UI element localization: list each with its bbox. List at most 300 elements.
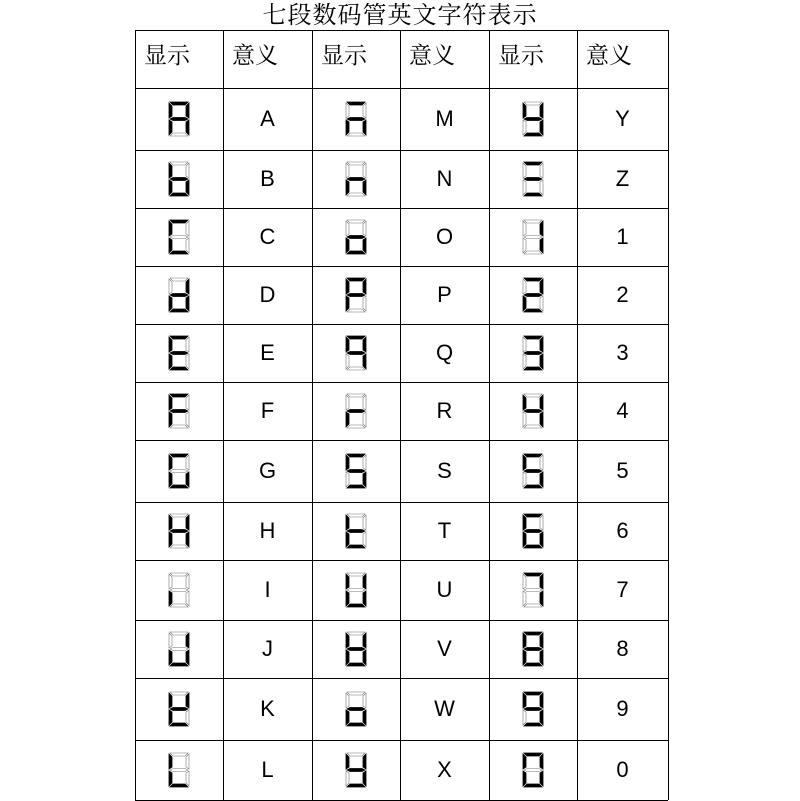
segment-a [170, 692, 188, 695]
segment-d [524, 485, 542, 488]
segment-g [347, 769, 365, 772]
meaning-cell: K [260, 696, 275, 721]
segment-f [169, 163, 172, 178]
segment-g [170, 648, 188, 651]
segment-f [523, 279, 526, 294]
display-cell [135, 266, 223, 324]
segment-d [347, 604, 365, 607]
meaning-cell: A [260, 106, 275, 131]
segment-b [186, 574, 189, 589]
seven-segment-glyph-icon [168, 161, 190, 197]
segment-f [346, 103, 349, 118]
display-cell [489, 502, 577, 560]
display-cell [489, 266, 577, 324]
meaning-cell: 3 [616, 340, 629, 365]
segment-e [346, 771, 349, 786]
segment-g [524, 470, 542, 473]
segment-c [540, 710, 543, 725]
seven-segment-glyph-icon [168, 453, 190, 489]
meaning-cell: P [437, 282, 452, 307]
seven-segment-glyph-icon [345, 691, 367, 727]
segment-a [170, 162, 188, 165]
segment-d [524, 367, 542, 370]
segment-c [363, 472, 366, 487]
display-cell [312, 440, 400, 502]
segment-f [169, 337, 172, 352]
seven-segment-glyph-icon [522, 453, 544, 489]
segment-a [524, 573, 542, 576]
segment-a [347, 394, 365, 397]
header-display: 显示 [321, 43, 367, 69]
meaning-cell: G [258, 458, 277, 483]
segment-b [186, 395, 189, 410]
segment-e [523, 412, 526, 427]
segment-d [170, 604, 188, 607]
segment-e [346, 650, 349, 665]
meaning-cell: Z [615, 166, 630, 191]
seven-segment-glyph-icon [522, 335, 544, 371]
segment-g [347, 589, 365, 592]
segment-d [347, 425, 365, 428]
segment-d [524, 545, 542, 548]
segment-a [524, 454, 542, 457]
meaning-cell: H [259, 518, 276, 543]
segment-d [524, 604, 542, 607]
display-cell [489, 324, 577, 382]
segment-d [170, 367, 188, 370]
display-cell [489, 678, 577, 740]
segment-f [346, 337, 349, 352]
segment-d [524, 663, 542, 666]
segment-c [186, 180, 189, 195]
segment-e [523, 771, 526, 786]
segment-b [363, 103, 366, 118]
meaning-cell: R [436, 398, 453, 423]
seven-segment-glyph-icon [345, 335, 367, 371]
seven-segment-glyph-icon [168, 101, 190, 137]
seven-segment-glyph-icon [168, 393, 190, 429]
segment-g [347, 470, 365, 473]
seven-segment-glyph-icon [522, 101, 544, 137]
segment-d [347, 309, 365, 312]
segment-e [169, 412, 172, 427]
segment-b [186, 337, 189, 352]
segment-a [347, 102, 365, 105]
segment-f [346, 395, 349, 410]
segment-e [523, 472, 526, 487]
seven-segment-glyph-icon [522, 752, 544, 788]
segment-c [363, 591, 366, 606]
segment-d [347, 133, 365, 136]
segment-e [169, 532, 172, 547]
segment-c [186, 650, 189, 665]
segment-f [346, 693, 349, 708]
display-cell [312, 324, 400, 382]
display-cell [312, 560, 400, 620]
display-cell [489, 740, 577, 800]
segment-g [524, 118, 542, 121]
segment-b [363, 574, 366, 589]
segment-c [363, 296, 366, 311]
segment-e [523, 120, 526, 135]
segment-e [169, 591, 172, 606]
display-cell [135, 324, 223, 382]
meaning-cell: 1 [616, 224, 629, 249]
meaning-cell: 0 [616, 757, 629, 782]
segment-e [346, 354, 349, 369]
segment-a [170, 220, 188, 223]
segment-e [523, 532, 526, 547]
segment-c [540, 591, 543, 606]
segment-e [169, 354, 172, 369]
display-cell [135, 382, 223, 440]
segment-a [347, 162, 365, 165]
segment-c [186, 710, 189, 725]
segment-f [523, 103, 526, 118]
segment-f [169, 455, 172, 470]
segment-b [363, 515, 366, 530]
display-cell [135, 88, 223, 150]
segment-f [523, 754, 526, 769]
segment-c [186, 120, 189, 135]
meaning-cell: 2 [616, 282, 629, 307]
segment-g [347, 118, 365, 121]
segment-g [524, 769, 542, 772]
meaning-cell: M [435, 106, 454, 131]
segment-b [540, 163, 543, 178]
segment-f [346, 221, 349, 236]
table-vertical-rule [668, 30, 669, 800]
segment-e [169, 120, 172, 135]
segment-c [540, 412, 543, 427]
segment-d [347, 784, 365, 787]
seven-segment-glyph-icon [522, 572, 544, 608]
segment-e [523, 354, 526, 369]
segment-d [347, 193, 365, 196]
segment-d [524, 193, 542, 196]
segment-g [170, 236, 188, 239]
seven-segment-glyph-icon [345, 277, 367, 313]
segment-d [170, 663, 188, 666]
segment-c [186, 296, 189, 311]
header-meaning: 意义 [409, 43, 455, 69]
segment-b [186, 103, 189, 118]
segment-f [346, 515, 349, 530]
segment-c [540, 472, 543, 487]
meaning-cell: 8 [616, 636, 629, 661]
segment-d [170, 251, 188, 254]
segment-d [524, 309, 542, 312]
meaning-cell: X [437, 757, 452, 782]
segment-d [347, 723, 365, 726]
display-cell [489, 150, 577, 208]
segment-b [363, 693, 366, 708]
segment-a [347, 454, 365, 457]
segment-d [347, 251, 365, 254]
segment-e [346, 472, 349, 487]
segment-b [363, 279, 366, 294]
segment-e [169, 296, 172, 311]
segment-g [524, 530, 542, 533]
header-meaning: 意义 [232, 43, 278, 69]
segment-f [523, 574, 526, 589]
segment-g [524, 589, 542, 592]
segment-g [170, 118, 188, 121]
segment-a [170, 573, 188, 576]
display-cell [489, 382, 577, 440]
segment-c [363, 238, 366, 253]
seven-segment-glyph-icon [522, 691, 544, 727]
segment-d [170, 723, 188, 726]
segment-c [540, 650, 543, 665]
segment-c [186, 532, 189, 547]
segment-c [540, 354, 543, 369]
segment-g [170, 294, 188, 297]
segment-b [363, 163, 366, 178]
segment-d [524, 723, 542, 726]
segment-e [346, 412, 349, 427]
segment-g [524, 648, 542, 651]
display-cell [489, 560, 577, 620]
segment-d [170, 545, 188, 548]
meaning-cell: Y [615, 106, 630, 131]
seven-segment-glyph-icon [345, 161, 367, 197]
segment-e [523, 650, 526, 665]
segment-a [524, 692, 542, 695]
segment-b [540, 337, 543, 352]
seven-segment-glyph-icon [168, 752, 190, 788]
segment-g [524, 410, 542, 413]
seven-segment-glyph-icon [522, 161, 544, 197]
segment-f [169, 395, 172, 410]
segment-b [363, 395, 366, 410]
seven-segment-glyph-icon [522, 277, 544, 313]
segment-b [540, 279, 543, 294]
seven-segment-glyph-icon [168, 219, 190, 255]
meaning-cell: N [436, 166, 453, 191]
meaning-cell: T [437, 518, 452, 543]
page-title: 七段数码管英文字符表示 [262, 1, 538, 29]
meaning-cell: F [260, 398, 275, 423]
segment-e [169, 650, 172, 665]
segment-a [170, 632, 188, 635]
segment-e [169, 180, 172, 195]
segment-e [523, 591, 526, 606]
meaning-cell: 6 [616, 518, 629, 543]
display-cell [135, 560, 223, 620]
segment-f [169, 221, 172, 236]
header-display: 显示 [144, 43, 190, 69]
segment-f [523, 221, 526, 236]
meaning-cell: S [437, 458, 452, 483]
segment-f [169, 515, 172, 530]
segment-a [524, 394, 542, 397]
display-cell [312, 266, 400, 324]
segment-b [540, 693, 543, 708]
segment-c [540, 238, 543, 253]
segment-e [346, 532, 349, 547]
segment-a [170, 514, 188, 517]
display-cell [135, 150, 223, 208]
meaning-cell: D [259, 282, 276, 307]
segment-a [524, 102, 542, 105]
segment-c [540, 771, 543, 786]
segment-b [363, 633, 366, 648]
seven-segment-glyph-icon [345, 453, 367, 489]
segment-c [363, 412, 366, 427]
segment-d [170, 784, 188, 787]
seven-segment-glyph-icon [345, 572, 367, 608]
segment-a [524, 336, 542, 339]
segment-e [346, 710, 349, 725]
segment-f [523, 455, 526, 470]
segment-d [170, 485, 188, 488]
segment-g [524, 352, 542, 355]
segment-d [347, 663, 365, 666]
display-cell [312, 502, 400, 560]
segment-d [524, 425, 542, 428]
display-cell [312, 88, 400, 150]
segment-c [363, 532, 366, 547]
segment-f [346, 754, 349, 769]
segment-c [363, 120, 366, 135]
segment-b [540, 455, 543, 470]
display-cell [312, 150, 400, 208]
segment-g [347, 352, 365, 355]
segment-c [186, 472, 189, 487]
segment-b [186, 693, 189, 708]
segment-b [363, 221, 366, 236]
seven-segment-glyph-icon [168, 631, 190, 667]
segment-a [347, 336, 365, 339]
meaning-cell: J [262, 636, 273, 661]
meaning-cell: B [260, 166, 275, 191]
segment-g [347, 708, 365, 711]
segment-g [524, 708, 542, 711]
segment-g [170, 589, 188, 592]
segment-b [540, 103, 543, 118]
segment-c [186, 591, 189, 606]
segment-a [524, 220, 542, 223]
segment-g [170, 352, 188, 355]
segment-a [524, 632, 542, 635]
segment-e [523, 238, 526, 253]
segment-b [186, 455, 189, 470]
display-cell [489, 620, 577, 678]
segment-g [170, 708, 188, 711]
meaning-cell: E [260, 340, 275, 365]
seven-segment-glyph-icon [168, 335, 190, 371]
segment-f [523, 633, 526, 648]
segment-f [169, 279, 172, 294]
meaning-cell: W [434, 696, 455, 721]
display-cell [312, 678, 400, 740]
segment-g [347, 410, 365, 413]
segment-f [523, 163, 526, 178]
seven-segment-glyph-icon [168, 572, 190, 608]
segment-g [524, 178, 542, 181]
segment-a [524, 162, 542, 165]
segment-c [540, 296, 543, 311]
segment-f [346, 279, 349, 294]
segment-b [540, 633, 543, 648]
segment-e [169, 472, 172, 487]
segment-d [170, 309, 188, 312]
segment-a [170, 102, 188, 105]
segment-b [540, 574, 543, 589]
meaning-cell: L [261, 757, 274, 782]
segment-a [347, 220, 365, 223]
segment-f [346, 455, 349, 470]
segment-f [523, 395, 526, 410]
header-display: 显示 [498, 43, 544, 69]
segment-b [363, 455, 366, 470]
segment-g [170, 470, 188, 473]
segment-a [170, 753, 188, 756]
display-cell [489, 208, 577, 266]
segment-c [363, 180, 366, 195]
display-cell [312, 740, 400, 800]
segment-d [524, 133, 542, 136]
segment-g [170, 530, 188, 533]
segment-a [347, 573, 365, 576]
segment-b [186, 633, 189, 648]
segment-f [346, 163, 349, 178]
seven-segment-glyph-icon [345, 219, 367, 255]
display-cell [489, 440, 577, 502]
segment-g [347, 294, 365, 297]
display-cell [135, 678, 223, 740]
segment-a [170, 454, 188, 457]
segment-a [170, 278, 188, 281]
segment-g [347, 236, 365, 239]
segment-a [347, 753, 365, 756]
seven-segment-glyph-icon [168, 691, 190, 727]
segment-f [523, 337, 526, 352]
segment-d [347, 367, 365, 370]
seven-segment-glyph-icon [345, 393, 367, 429]
segment-f [523, 515, 526, 530]
segment-b [540, 395, 543, 410]
segment-e [346, 180, 349, 195]
segment-e [169, 771, 172, 786]
seven-segment-glyph-icon [345, 631, 367, 667]
seven-segment-glyph-icon [168, 513, 190, 549]
display-cell [135, 502, 223, 560]
display-cell [135, 620, 223, 678]
segment-b [186, 754, 189, 769]
segment-e [523, 180, 526, 195]
segment-b [540, 221, 543, 236]
segment-a [524, 514, 542, 517]
segment-a [347, 278, 365, 281]
segment-g [524, 236, 542, 239]
segment-e [169, 238, 172, 253]
segment-a [524, 753, 542, 756]
seven-segment-glyph-icon [522, 513, 544, 549]
meaning-cell: 9 [616, 696, 629, 721]
seven-segment-glyph-icon [522, 631, 544, 667]
display-cell [312, 620, 400, 678]
segment-g [170, 410, 188, 413]
segment-b [540, 754, 543, 769]
segment-b [363, 337, 366, 352]
display-cell [135, 208, 223, 266]
segment-e [169, 710, 172, 725]
segment-b [540, 515, 543, 530]
header-meaning: 意义 [586, 43, 632, 69]
seven-segment-glyph-icon [345, 101, 367, 137]
